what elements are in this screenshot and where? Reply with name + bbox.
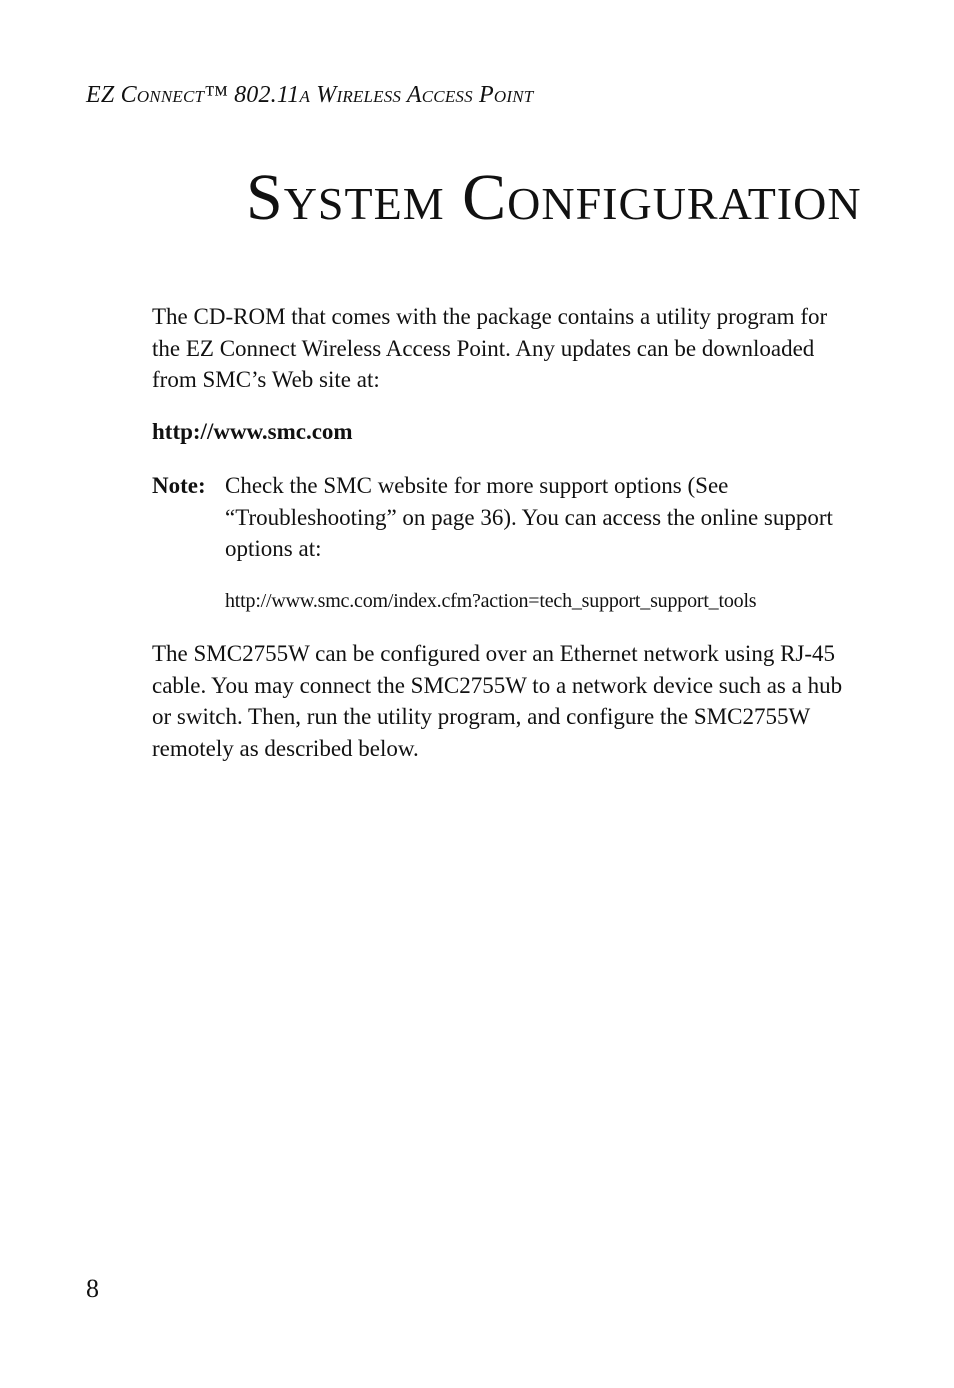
configuration-paragraph: The SMC2755W can be configured over an Ethernet network using RJ-45 cable. You may connect the SMC2755W to a network device such as a hub or switch. Then, run the utility program, and configure the SMC2755W remotely as described below. [152,641,843,761]
chapter-title: System Configuration [246,161,862,234]
page-number: 8 [86,1274,99,1303]
smc-website-link[interactable]: http://www.smc.com [152,419,353,444]
intro-paragraph: The CD-ROM that comes with the package contains a utility program for the EZ Connect Wireless Access Point. Any updates can be downloaded from SMC’s Web site at: [152,304,828,392]
running-header: EZ Connect™ 802.11a Wireless Access Point [86,82,534,108]
note-block [152,470,852,565]
support-tools-link[interactable]: http://www.smc.com/index.cfm?action=tech_support_support_tools [225,590,757,612]
note-label: Note: [152,473,206,498]
note-text: Check the SMC website for more support options (See “Troubleshooting” on page 36). You can access the online support options at: [225,473,833,561]
